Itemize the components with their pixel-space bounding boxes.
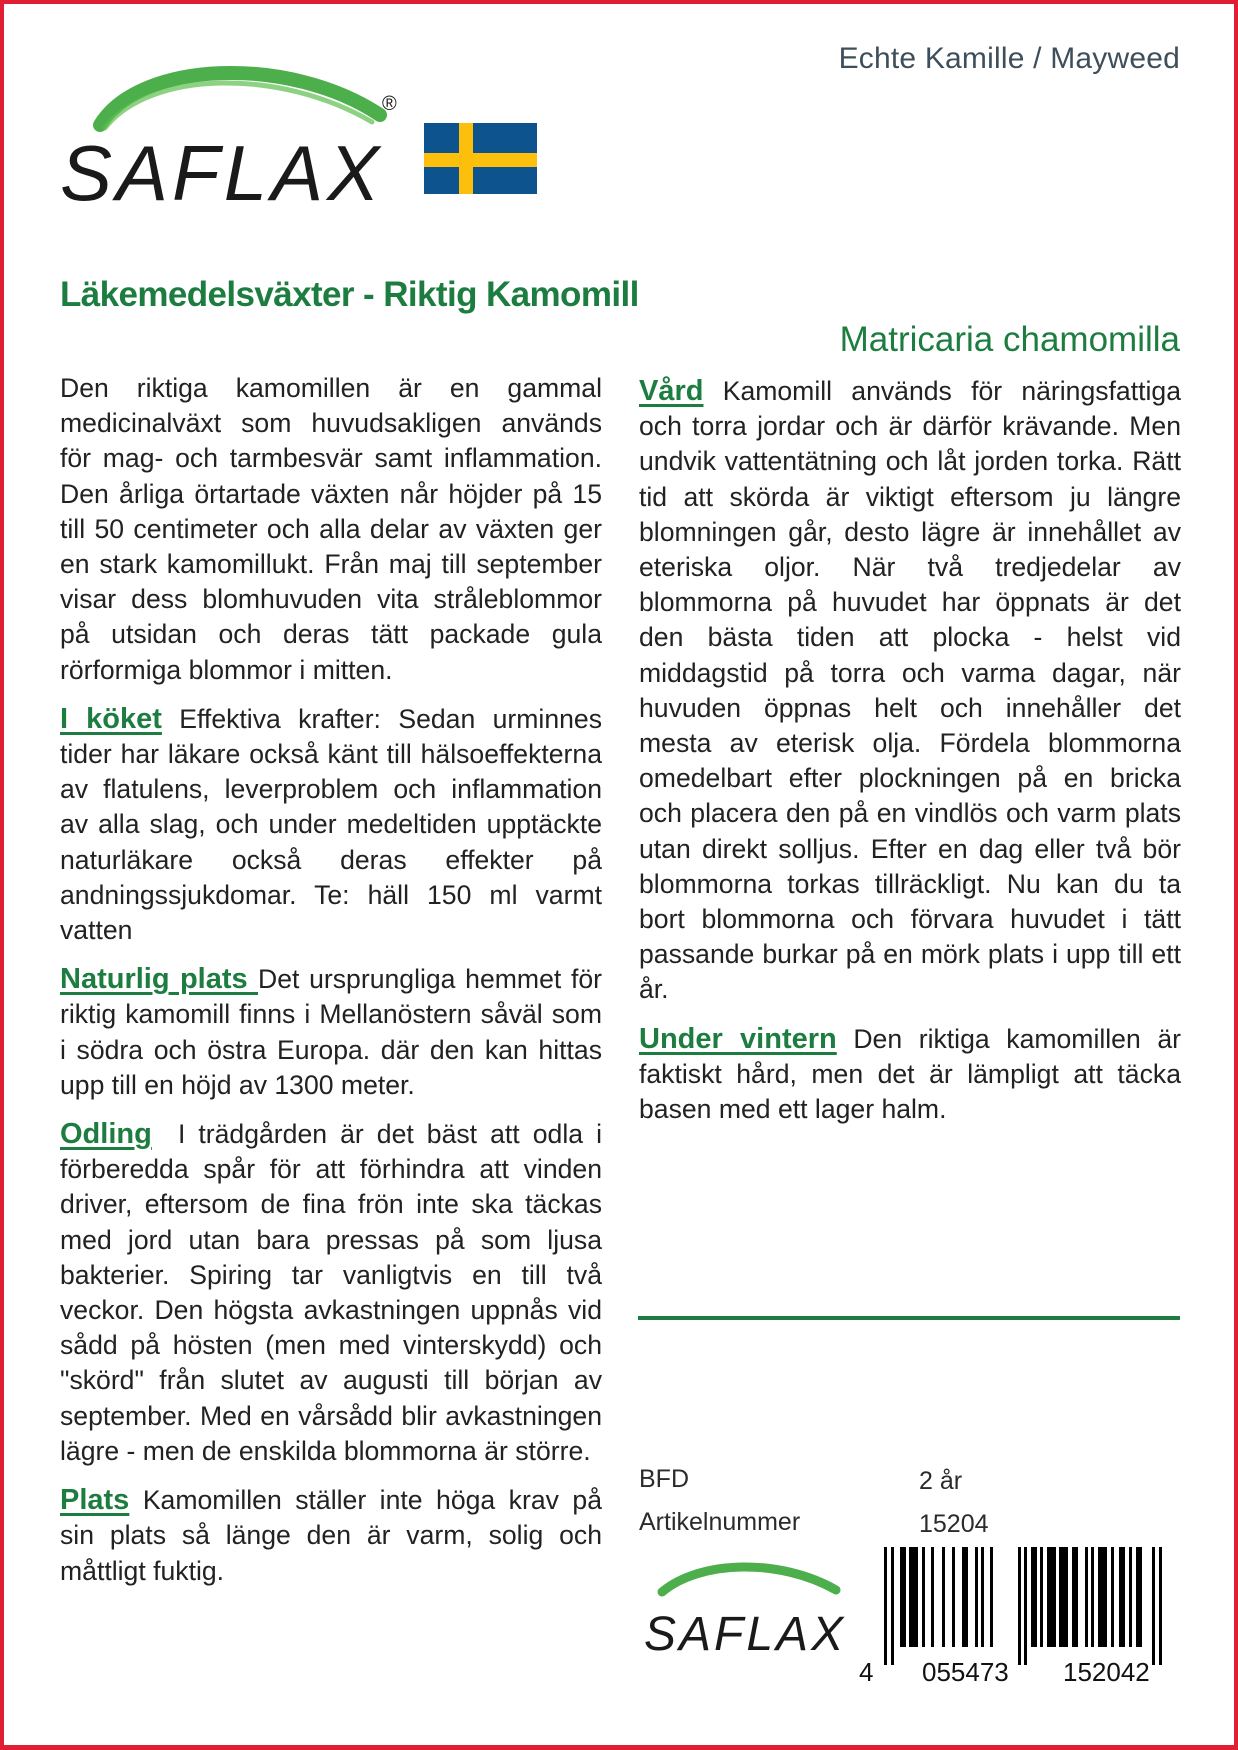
green-divider <box>638 1316 1180 1320</box>
right-column <box>639 374 1181 1141</box>
svg-text:SAFLAX: SAFLAX <box>60 129 384 210</box>
care-heading: Vård <box>639 375 704 407</box>
saflax-logo-small <box>640 1550 855 1660</box>
svg-text:SAFLAX: SAFLAX <box>644 1608 847 1660</box>
winter-text: Den riktiga kamomillen är faktiskt hård, men det är lämpligt att täcka basen med ett lager halm. <box>639 1023 1181 1125</box>
care-section <box>639 374 1181 1008</box>
cultivation-section <box>60 1117 610 1469</box>
article-number-label: Artikelnummer <box>639 1508 801 1536</box>
svg-text:®: ® <box>382 93 397 115</box>
kitchen-text: Effektiva krafter: Sedan urminnes tider har läkare också känt till hälsoeffekterna av flatulens, leverproblem och inflammation av alla slag, och under medeltiden upptäckte naturläkare också deras effekter på andningssjukdomar. Te: häll 150 ml varmt vatten <box>60 703 603 946</box>
habitat-heading: Naturlig plats <box>60 963 259 996</box>
location-text: Kamomillen ställer inte höga krav på sin plats så länge den är varm, solig och måttligt fuktig. <box>60 1485 602 1586</box>
intro-paragraph: Den riktiga kamomillen är en gammal medicinalväxt som huvudsakligen används för mag- och tarmbesvär samt inflammation. Den årliga örtartade växten når höjder på 15 till 50 centimeter och alla delar av växten ger en stark kamomillukt. Från maj till september visar dess blomhuvuden vita stråleblommor på utsidan och deras tätt packade gula rörformiga blommor i mitten. <box>60 373 602 685</box>
product-title: Läkemedelsväxter - Riktig Kamomill <box>60 275 639 314</box>
kitchen-section <box>60 702 602 948</box>
location-section <box>60 1483 602 1589</box>
winter-section <box>639 1022 1181 1128</box>
habitat-text: Det ursprungliga hemmet för riktig kamomill finns i Mellanöstern såväl som i södra och östra Europa. där den kan hittas upp till en höjd av 1300 meter. <box>60 964 602 1100</box>
product-subtitle: Echte Kamille / Mayweed <box>838 42 1180 75</box>
habitat-section <box>60 962 602 1103</box>
kitchen-heading: I köket <box>60 702 162 735</box>
location-heading: Plats <box>60 1484 130 1517</box>
winter-heading: Under vintern <box>639 1022 837 1055</box>
ean-barcode <box>880 1547 1180 1665</box>
sweden-flag-icon <box>424 123 537 194</box>
left-column <box>60 371 610 1603</box>
saflax-logo <box>60 40 420 210</box>
barcode-group-left: 055473 <box>922 1657 1009 1687</box>
barcode-digit-first: 4 <box>859 1657 874 1687</box>
latin-name: Matricaria chamomilla <box>839 320 1180 359</box>
article-number-value: 15204 <box>919 1510 989 1538</box>
care-text: Kamomill används för näringsfattiga och torra jordar och är därför krävande. Men undvik vattentätning och låt jorden torka. Rätt tid att skörda är viktigt eftersom ju längre blomningen går, desto lägre är innehållet av eteriska oljor. När två tredjedelar av blommorna på huvudet har öppnats är det den bästa tiden att plocka - helst vid middagstid på torra och varma dagar, när huvuden öppnas helt och innehåller det mesta av eterisk olja. Fördela blommorna omedelbart efter plockningen på en bricka och placera den på en vindlös och varm plats utan direkt solljus. Efter en dag eller två bör blommorna torkas tillräckligt. Nu kan du ta bort blommorna och förvara huvudet i tätt passande burkar på en mörk plats i upp till ett år. <box>639 376 1181 1005</box>
bfd-label: BFD <box>639 1465 689 1493</box>
barcode-group-right: 152042 <box>1063 1657 1150 1687</box>
bfd-value: 2 år <box>919 1467 963 1495</box>
cultivation-heading: Odling <box>60 1118 152 1151</box>
green-arc-icon <box>662 1567 836 1592</box>
cultivation-text: I trädgården är det bäst att odla i förberedda spår för att förhindra att vinden driver, eftersom de fina frön inte ska täckas med jord utan bara pressas på som ljusa bakterier. Spiring tar vanligtvis en till två veckor. Den högsta avkastningen uppnås vid sådd på hösten (men med vinterskydd) och "skörd" från slutet av augusti till början av september. Med en vårsådd blir avkastningen lägre - men de enskilda blommorna är större. <box>60 1119 610 1466</box>
